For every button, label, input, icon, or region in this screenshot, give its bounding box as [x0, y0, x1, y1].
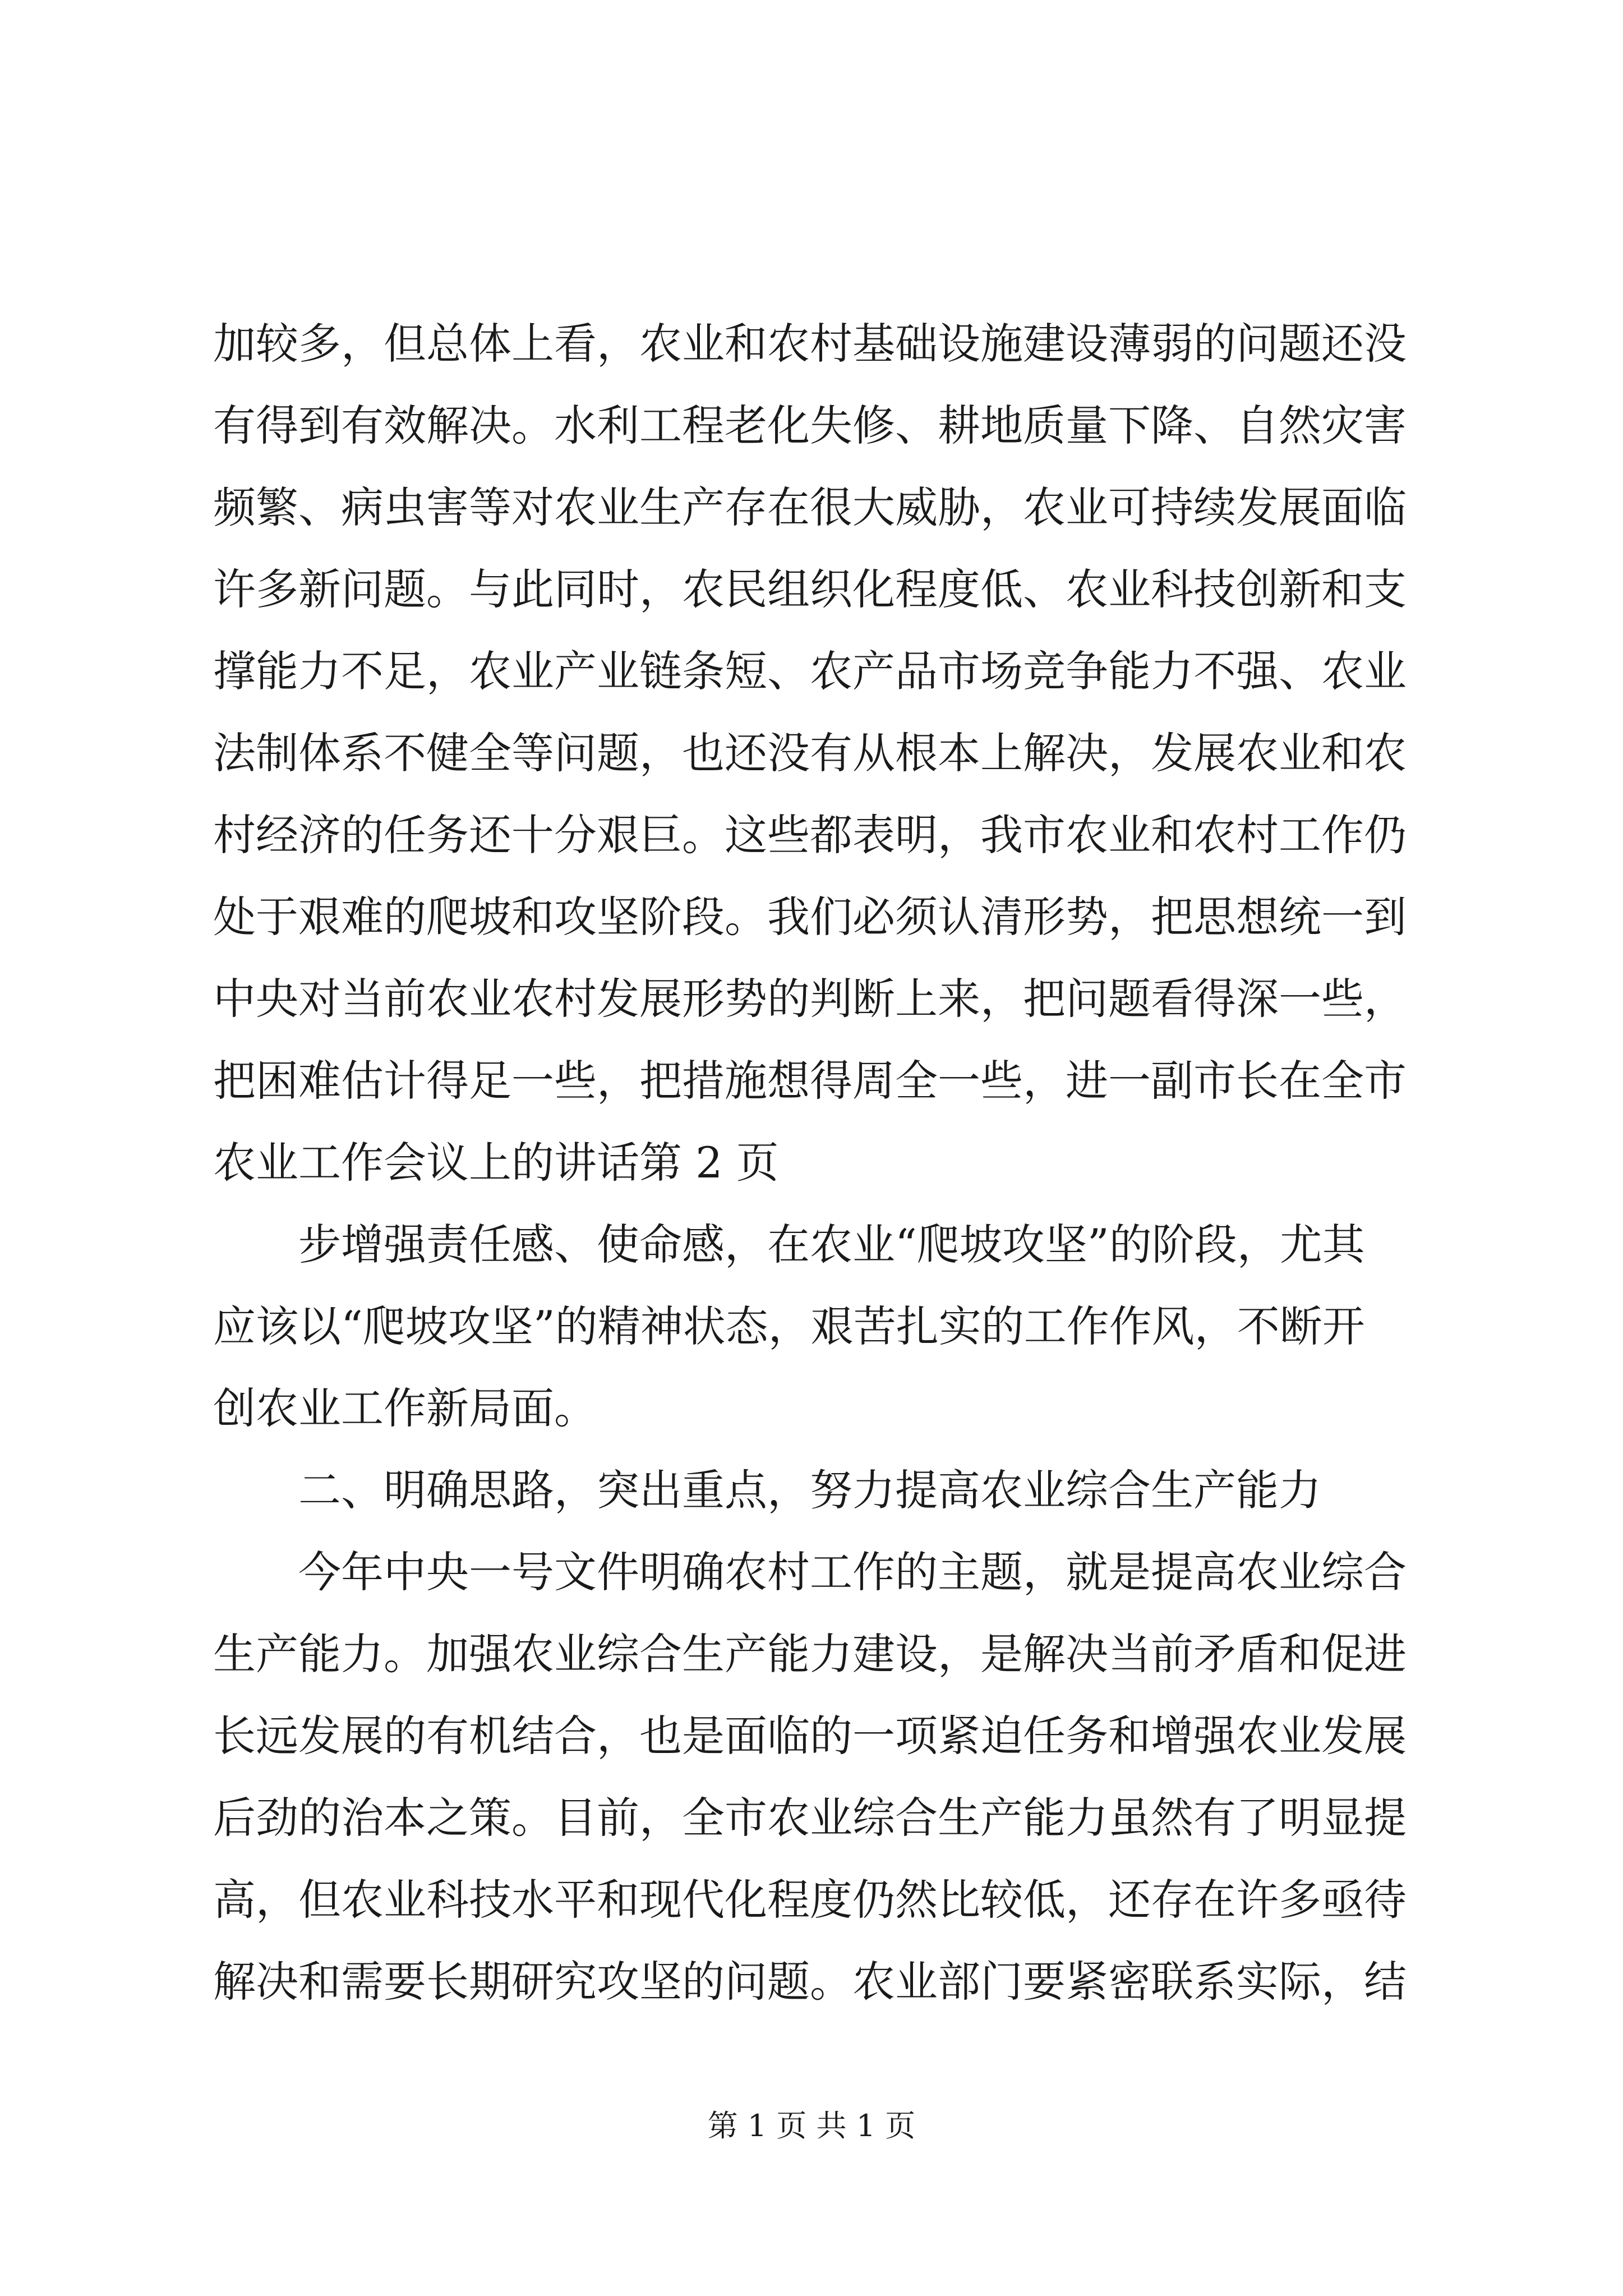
text-line: 撑能力不足，农业产业链条短、农产品市场竞争能力不强、农业 — [213, 646, 1407, 696]
paragraph-first-line: 今年中央一号文件明确农村工作的主题，就是提高农业综合 — [298, 1547, 1407, 1597]
page-number-label: 第 1 页 共 1 页 — [707, 2108, 916, 2143]
paragraph-first-line: 步增强责任感、使命感，在农业“爬坡攻坚”的阶段，尤其 — [298, 1220, 1365, 1269]
text-line: 中央对当前农业农村发展形势的判断上来，把问题看得深一些， — [213, 974, 1407, 1024]
section-heading: 二、明确思路，突出重点，努力提高农业综合生产能力 — [298, 1465, 1321, 1515]
text-line: 有得到有效解决。水利工程老化失修、耕地质量下降、自然灾害 — [213, 401, 1407, 450]
text-line: 高，但农业科技水平和现代化程度仍然比较低，还存在许多亟待 — [213, 1875, 1407, 1925]
text-line: 农业工作会议上的讲话第 2 页 — [213, 1138, 779, 1188]
text-line: 解决和需要长期研究攻坚的问题。农业部门要紧密联系实际，结 — [213, 1957, 1407, 2007]
page-footer — [0, 2106, 1623, 2146]
text-line: 长远发展的有机结合，也是面临的一项紧迫任务和增强农业发展 — [213, 1711, 1407, 1761]
text-line: 把困难估计得足一些，把措施想得周全一些，进一副市长在全市 — [213, 1056, 1407, 1106]
document-body — [213, 303, 1453, 2023]
text-line: 后劲的治本之策。目前，全市农业综合生产能力虽然有了明显提 — [213, 1793, 1407, 1843]
text-line: 频繁、病虫害等对农业生产存在很大威胁，农业可持续发展面临 — [213, 482, 1407, 532]
text-line: 生产能力。加强农业综合生产能力建设，是解决当前矛盾和促进 — [213, 1629, 1407, 1679]
text-line: 许多新问题。与此同时，农民组织化程度低、农业科技创新和支 — [213, 564, 1407, 614]
text-line: 处于艰难的爬坡和攻坚阶段。我们必须认清形势，把思想统一到 — [213, 892, 1407, 942]
text-line: 创农业工作新局面。 — [213, 1383, 597, 1433]
text-line: 法制体系不健全等问题，也还没有从根本上解决，发展农业和农 — [213, 728, 1407, 778]
text-line: 加较多，但总体上看，农业和农村基础设施建设薄弱的问题还没 — [213, 319, 1407, 369]
text-line: 村经济的任务还十分艰巨。这些都表明，我市农业和农村工作仍 — [213, 810, 1407, 860]
text-line: 应该以“爬坡攻坚”的精神状态，艰苦扎实的工作作风，不断开 — [213, 1301, 1365, 1351]
